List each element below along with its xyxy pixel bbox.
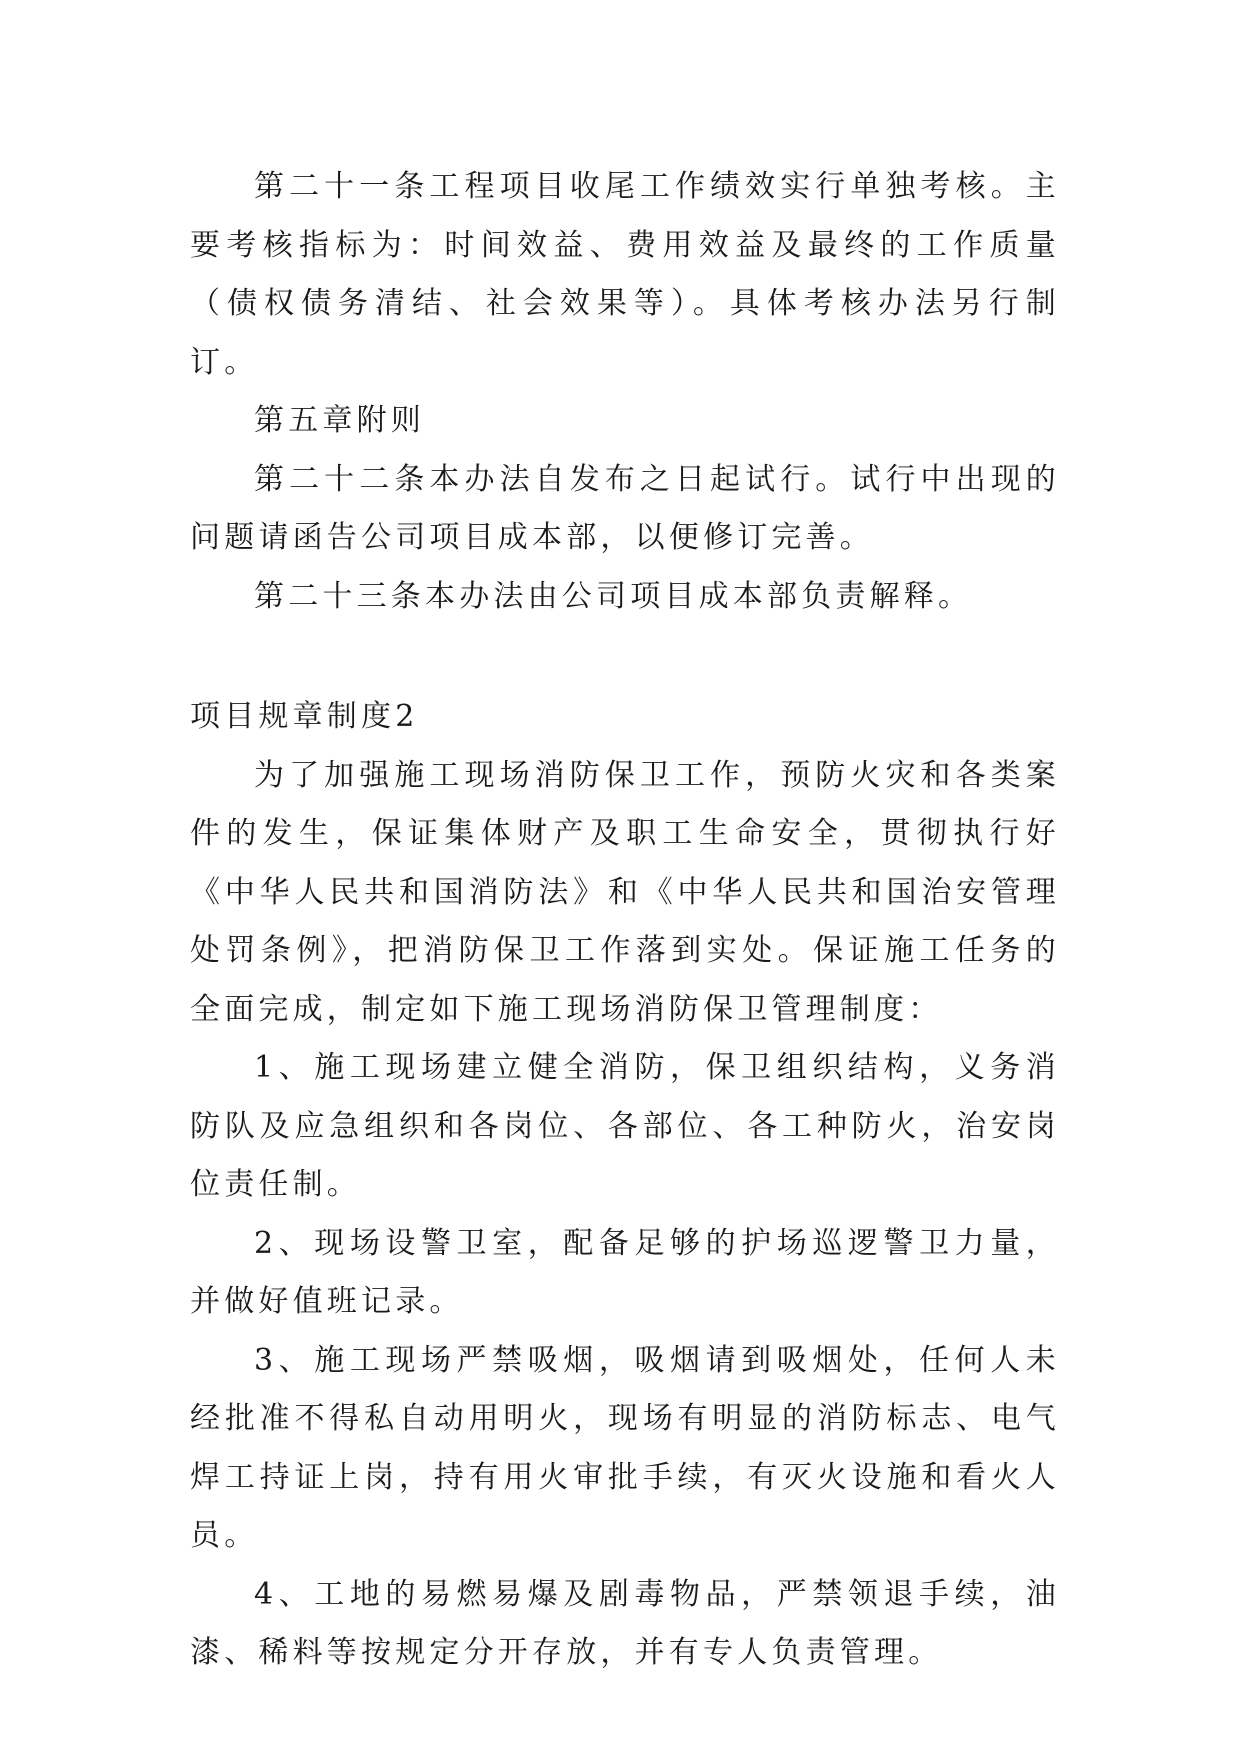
intro-paragraph: 为了加强施工现场消防保卫工作，预防火灾和各类案件的发生，保证集体财产及职工生命安全，贯彻执行好《中华人民共和国消防法》和《中华人民共和国治安管理处罚条例》，把消防保卫工作落到实处。保证施工任务的全面完成，制定如下施工现场消防保卫管理制度： [190,757,1060,1027]
article-22-paragraph: 第二十二条本办法自发布之日起试行。试行中出现的问题请函告公司项目成本部，以便修订完善。 [190,461,1060,555]
article-21-paragraph: 第二十一条工程项目收尾工作绩效实行单独考核。主要考核指标为：时间效益、费用效益及最终的工作质量（债权债务清结、社会效果等）。具体考核办法另行制订。 [190,169,1060,380]
rule-2-paragraph: 2、现场设警卫室，配备足够的护场巡逻警卫力量，并做好值班记录。 [190,1225,1060,1319]
rule-3-paragraph: 3、施工现场严禁吸烟，吸烟请到吸烟处，任何人未经批准不得私自动用明火，现场有明显的消防标志、电气焊工持证上岗，持有用火审批手续，有灭火设施和看火人员。 [190,1342,1060,1553]
chapter-5-heading: 第五章附则 [254,403,425,438]
document-page [190,158,1060,1683]
section-title: 项目规章制度2 [190,699,419,734]
rule-4-paragraph: 4、工地的易燃易爆及剧毒物品，严禁领退手续，油漆、稀料等按规定分开存放，并有专人负责管理。 [190,1576,1060,1670]
section-spacer [190,626,1060,688]
article-23-paragraph: 第二十三条本办法由公司项目成本部负责解释。 [254,578,973,614]
rule-1-paragraph: 1、施工现场建立健全消防，保卫组织结构，义务消防队及应急组织和各岗位、各部位、各工种防火，治安岗位责任制。 [190,1050,1060,1202]
